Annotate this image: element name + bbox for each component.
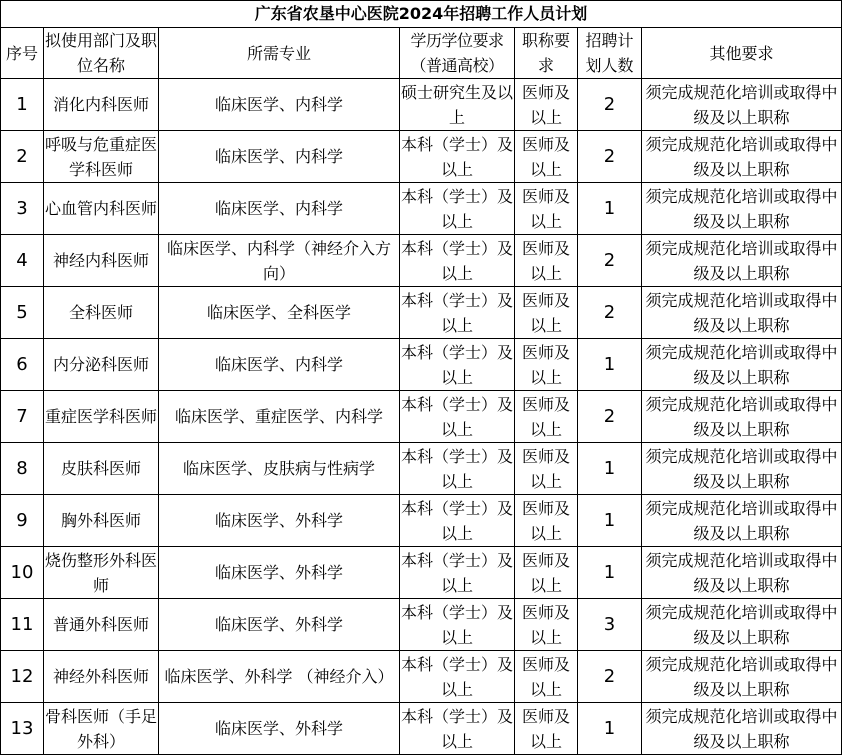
cell-count-text: 2 — [603, 406, 616, 427]
cell-index-text: 5 — [16, 302, 28, 323]
cell-title — [515, 131, 578, 183]
cell-major-text: 临床医学、全科医学 — [206, 303, 351, 322]
cell-education — [400, 547, 515, 599]
cell-education-text: 本科（学士）及以上 — [401, 498, 514, 543]
cell-other — [642, 79, 842, 131]
cell-index-text: 1 — [16, 94, 28, 115]
header-major: 所需专业 — [159, 28, 400, 79]
cell-count-text: 2 — [603, 146, 616, 167]
table-row — [1, 547, 842, 599]
table-row — [1, 703, 842, 755]
cell-count — [578, 547, 642, 599]
cell-other — [642, 391, 842, 443]
cell-major-text: 临床医学、外科学 — [214, 615, 343, 634]
cell-index — [1, 495, 44, 547]
cell-education-text: 本科（学士）及以上 — [401, 290, 514, 335]
cell-education — [400, 495, 515, 547]
cell-position — [44, 547, 159, 599]
cell-count — [578, 651, 642, 703]
cell-count-text: 2 — [603, 302, 616, 323]
header-other: 其他要求 — [642, 28, 842, 79]
cell-title — [515, 547, 578, 599]
cell-count-text: 2 — [603, 666, 616, 687]
cell-position — [44, 599, 159, 651]
cell-other — [642, 651, 842, 703]
cell-count-text: 1 — [603, 510, 616, 531]
cell-index — [1, 235, 44, 287]
cell-title-text: 医师及以上 — [521, 394, 570, 439]
cell-title-text: 医师及以上 — [521, 82, 570, 127]
cell-major-text: 临床医学、外科学 — [214, 511, 343, 530]
table-row — [1, 287, 842, 339]
cell-education-text: 硕士研究生及以上 — [401, 82, 514, 127]
header-count-text: 招聘计划人数 — [585, 31, 634, 75]
cell-count-text: 1 — [603, 198, 616, 219]
cell-title-text: 医师及以上 — [521, 602, 570, 647]
cell-count — [578, 339, 642, 391]
cell-index-text: 3 — [16, 198, 28, 219]
cell-education-text: 本科（学士）及以上 — [401, 134, 514, 179]
cell-education-text: 本科（学士）及以上 — [401, 550, 514, 595]
cell-education — [400, 651, 515, 703]
header-position — [44, 28, 159, 79]
cell-major — [159, 547, 400, 599]
cell-title — [515, 183, 578, 235]
header-education — [400, 28, 515, 79]
cell-other-text: 须完成规范化培训或取得中级及以上职称 — [645, 394, 838, 439]
cell-index — [1, 391, 44, 443]
table-row — [1, 443, 842, 495]
cell-other — [642, 339, 842, 391]
cell-position-text: 消化内科医师 — [52, 95, 149, 114]
cell-education-text: 本科（学士）及以上 — [401, 602, 514, 647]
cell-title-text: 医师及以上 — [521, 654, 570, 699]
table-row — [1, 235, 842, 287]
header-title — [515, 28, 578, 79]
cell-major — [159, 443, 400, 495]
cell-title-text: 医师及以上 — [521, 550, 570, 595]
cell-title — [515, 79, 578, 131]
cell-education — [400, 391, 515, 443]
cell-index — [1, 443, 44, 495]
cell-index-text: 4 — [16, 250, 28, 271]
header-count — [578, 28, 642, 79]
cell-education-text: 本科（学士）及以上 — [401, 394, 514, 439]
cell-other-text: 须完成规范化培训或取得中级及以上职称 — [645, 186, 838, 231]
cell-major — [159, 599, 400, 651]
cell-other — [642, 183, 842, 235]
cell-index — [1, 339, 44, 391]
cell-index — [1, 599, 44, 651]
cell-major — [159, 339, 400, 391]
cell-count-text: 1 — [603, 718, 616, 739]
cell-major — [159, 287, 400, 339]
table-row — [1, 391, 842, 443]
cell-title — [515, 599, 578, 651]
header-index: 序号 — [1, 28, 44, 79]
cell-title-text: 医师及以上 — [521, 238, 570, 283]
header-education-text: 学历学位要求（普通高校） — [410, 31, 504, 75]
cell-other — [642, 547, 842, 599]
cell-position — [44, 183, 159, 235]
table-row — [1, 339, 842, 391]
table-row — [1, 131, 842, 183]
cell-index — [1, 79, 44, 131]
cell-index — [1, 651, 44, 703]
cell-count-text: 3 — [603, 614, 616, 635]
cell-other-text: 须完成规范化培训或取得中级及以上职称 — [645, 654, 838, 699]
cell-position-text: 呼吸与危重症医学科医师 — [45, 134, 158, 179]
cell-index-text: 13 — [10, 718, 34, 739]
cell-major-text: 临床医学、重症医学、内科学 — [174, 407, 383, 426]
cell-title — [515, 443, 578, 495]
cell-position-text: 普通外科医师 — [52, 615, 149, 634]
cell-other — [642, 443, 842, 495]
cell-education-text: 本科（学士）及以上 — [401, 446, 514, 491]
cell-education-text: 本科（学士）及以上 — [401, 706, 514, 751]
cell-title — [515, 339, 578, 391]
cell-other — [642, 131, 842, 183]
cell-position — [44, 79, 159, 131]
cell-position-text: 胸外科医师 — [60, 511, 141, 530]
cell-position-text: 全科医师 — [68, 303, 133, 322]
cell-count — [578, 183, 642, 235]
cell-major — [159, 703, 400, 755]
cell-other — [642, 599, 842, 651]
cell-index-text: 8 — [16, 458, 28, 479]
cell-position — [44, 235, 159, 287]
cell-major — [159, 183, 400, 235]
cell-position — [44, 287, 159, 339]
cell-index — [1, 131, 44, 183]
cell-education — [400, 131, 515, 183]
table-row — [1, 495, 842, 547]
cell-education — [400, 235, 515, 287]
cell-position — [44, 651, 159, 703]
cell-position-text: 神经内科医师 — [52, 251, 149, 270]
cell-education — [400, 79, 515, 131]
cell-education — [400, 443, 515, 495]
cell-major-text: 临床医学、内科学 — [214, 199, 343, 218]
cell-title-text: 医师及以上 — [521, 134, 570, 179]
cell-major-text: 临床医学、内科学 — [214, 95, 343, 114]
header-row — [1, 28, 842, 79]
cell-education-text: 本科（学士）及以上 — [401, 342, 514, 387]
cell-education — [400, 703, 515, 755]
cell-education-text: 本科（学士）及以上 — [401, 654, 514, 699]
cell-title-text: 医师及以上 — [521, 498, 570, 543]
cell-index — [1, 183, 44, 235]
cell-major-text: 临床医学、内科学 — [214, 355, 343, 374]
cell-position-text: 骨科医师（手足外科） — [45, 706, 158, 751]
cell-other — [642, 235, 842, 287]
cell-major-text: 临床医学、外科学 （神经介入） — [164, 667, 394, 686]
cell-title — [515, 391, 578, 443]
cell-title — [515, 651, 578, 703]
cell-title-text: 医师及以上 — [521, 706, 570, 751]
cell-education — [400, 183, 515, 235]
cell-index — [1, 287, 44, 339]
header-title-text: 职称要求 — [521, 31, 570, 75]
cell-other-text: 须完成规范化培训或取得中级及以上职称 — [645, 238, 838, 283]
cell-count — [578, 391, 642, 443]
cell-index — [1, 703, 44, 755]
cell-position — [44, 443, 159, 495]
cell-other — [642, 287, 842, 339]
cell-position — [44, 703, 159, 755]
cell-index-text: 9 — [16, 510, 28, 531]
cell-major-text: 临床医学、内科学（神经介入方向） — [166, 238, 391, 283]
cell-count-text: 2 — [603, 94, 616, 115]
cell-count — [578, 79, 642, 131]
cell-index-text: 2 — [16, 146, 28, 167]
cell-index-text: 7 — [16, 406, 28, 427]
cell-index-text: 11 — [10, 614, 34, 635]
cell-position-text: 内分泌科医师 — [52, 355, 149, 374]
cell-education — [400, 339, 515, 391]
cell-other-text: 须完成规范化培训或取得中级及以上职称 — [645, 342, 838, 387]
cell-count — [578, 703, 642, 755]
cell-major-text: 临床医学、内科学 — [214, 147, 343, 166]
cell-title — [515, 495, 578, 547]
table-row — [1, 183, 842, 235]
cell-other-text: 须完成规范化培训或取得中级及以上职称 — [645, 706, 838, 751]
cell-major — [159, 391, 400, 443]
cell-count — [578, 495, 642, 547]
cell-index-text: 6 — [16, 354, 28, 375]
cell-major — [159, 235, 400, 287]
cell-position — [44, 495, 159, 547]
cell-count-text: 2 — [603, 250, 616, 271]
cell-other — [642, 703, 842, 755]
cell-position — [44, 339, 159, 391]
cell-major — [159, 651, 400, 703]
cell-count — [578, 287, 642, 339]
cell-count — [578, 599, 642, 651]
cell-position-text: 心血管内科医师 — [45, 199, 158, 218]
cell-education — [400, 287, 515, 339]
cell-count-text: 1 — [603, 458, 616, 479]
cell-position-text: 烧伤整形外科医师 — [45, 550, 158, 595]
table-row — [1, 79, 842, 131]
cell-title-text: 医师及以上 — [521, 290, 570, 335]
cell-major-text: 临床医学、皮肤病与性病学 — [182, 459, 375, 478]
cell-education-text: 本科（学士）及以上 — [401, 238, 514, 283]
cell-other-text: 须完成规范化培训或取得中级及以上职称 — [645, 602, 838, 647]
cell-education — [400, 599, 515, 651]
cell-position — [44, 391, 159, 443]
cell-other-text: 须完成规范化培训或取得中级及以上职称 — [645, 290, 838, 335]
cell-major — [159, 79, 400, 131]
cell-title-text: 医师及以上 — [521, 446, 570, 491]
cell-other — [642, 495, 842, 547]
cell-count — [578, 235, 642, 287]
cell-other-text: 须完成规范化培训或取得中级及以上职称 — [645, 134, 838, 179]
cell-position — [44, 131, 159, 183]
cell-other-text: 须完成规范化培训或取得中级及以上职称 — [645, 446, 838, 491]
cell-other-text: 须完成规范化培训或取得中级及以上职称 — [645, 82, 838, 127]
cell-count — [578, 443, 642, 495]
cell-index-text: 10 — [10, 562, 34, 583]
cell-major-text: 临床医学、外科学 — [214, 719, 343, 738]
cell-title-text: 医师及以上 — [521, 342, 570, 387]
cell-major-text: 临床医学、外科学 — [214, 563, 343, 582]
cell-title — [515, 235, 578, 287]
cell-count-text: 1 — [603, 354, 616, 375]
cell-position-text: 重症医学科医师 — [45, 407, 158, 426]
cell-title-text: 医师及以上 — [521, 186, 570, 231]
cell-title — [515, 703, 578, 755]
cell-other-text: 须完成规范化培训或取得中级及以上职称 — [645, 498, 838, 543]
cell-education-text: 本科（学士）及以上 — [401, 186, 514, 231]
cell-major — [159, 495, 400, 547]
cell-other-text: 须完成规范化培训或取得中级及以上职称 — [645, 550, 838, 595]
cell-position-text: 神经外科医师 — [52, 667, 149, 686]
cell-index — [1, 547, 44, 599]
cell-count-text: 1 — [603, 562, 616, 583]
cell-position-text: 皮肤科医师 — [60, 459, 141, 478]
table-title: 广东省农垦中心医院2024年招聘工作人员计划 — [1, 1, 842, 28]
cell-major — [159, 131, 400, 183]
table-row — [1, 651, 842, 703]
header-position-text: 拟使用部门及职位名称 — [45, 31, 158, 75]
table-row — [1, 599, 842, 651]
cell-index-text: 12 — [10, 666, 34, 687]
cell-title — [515, 287, 578, 339]
cell-count — [578, 131, 642, 183]
